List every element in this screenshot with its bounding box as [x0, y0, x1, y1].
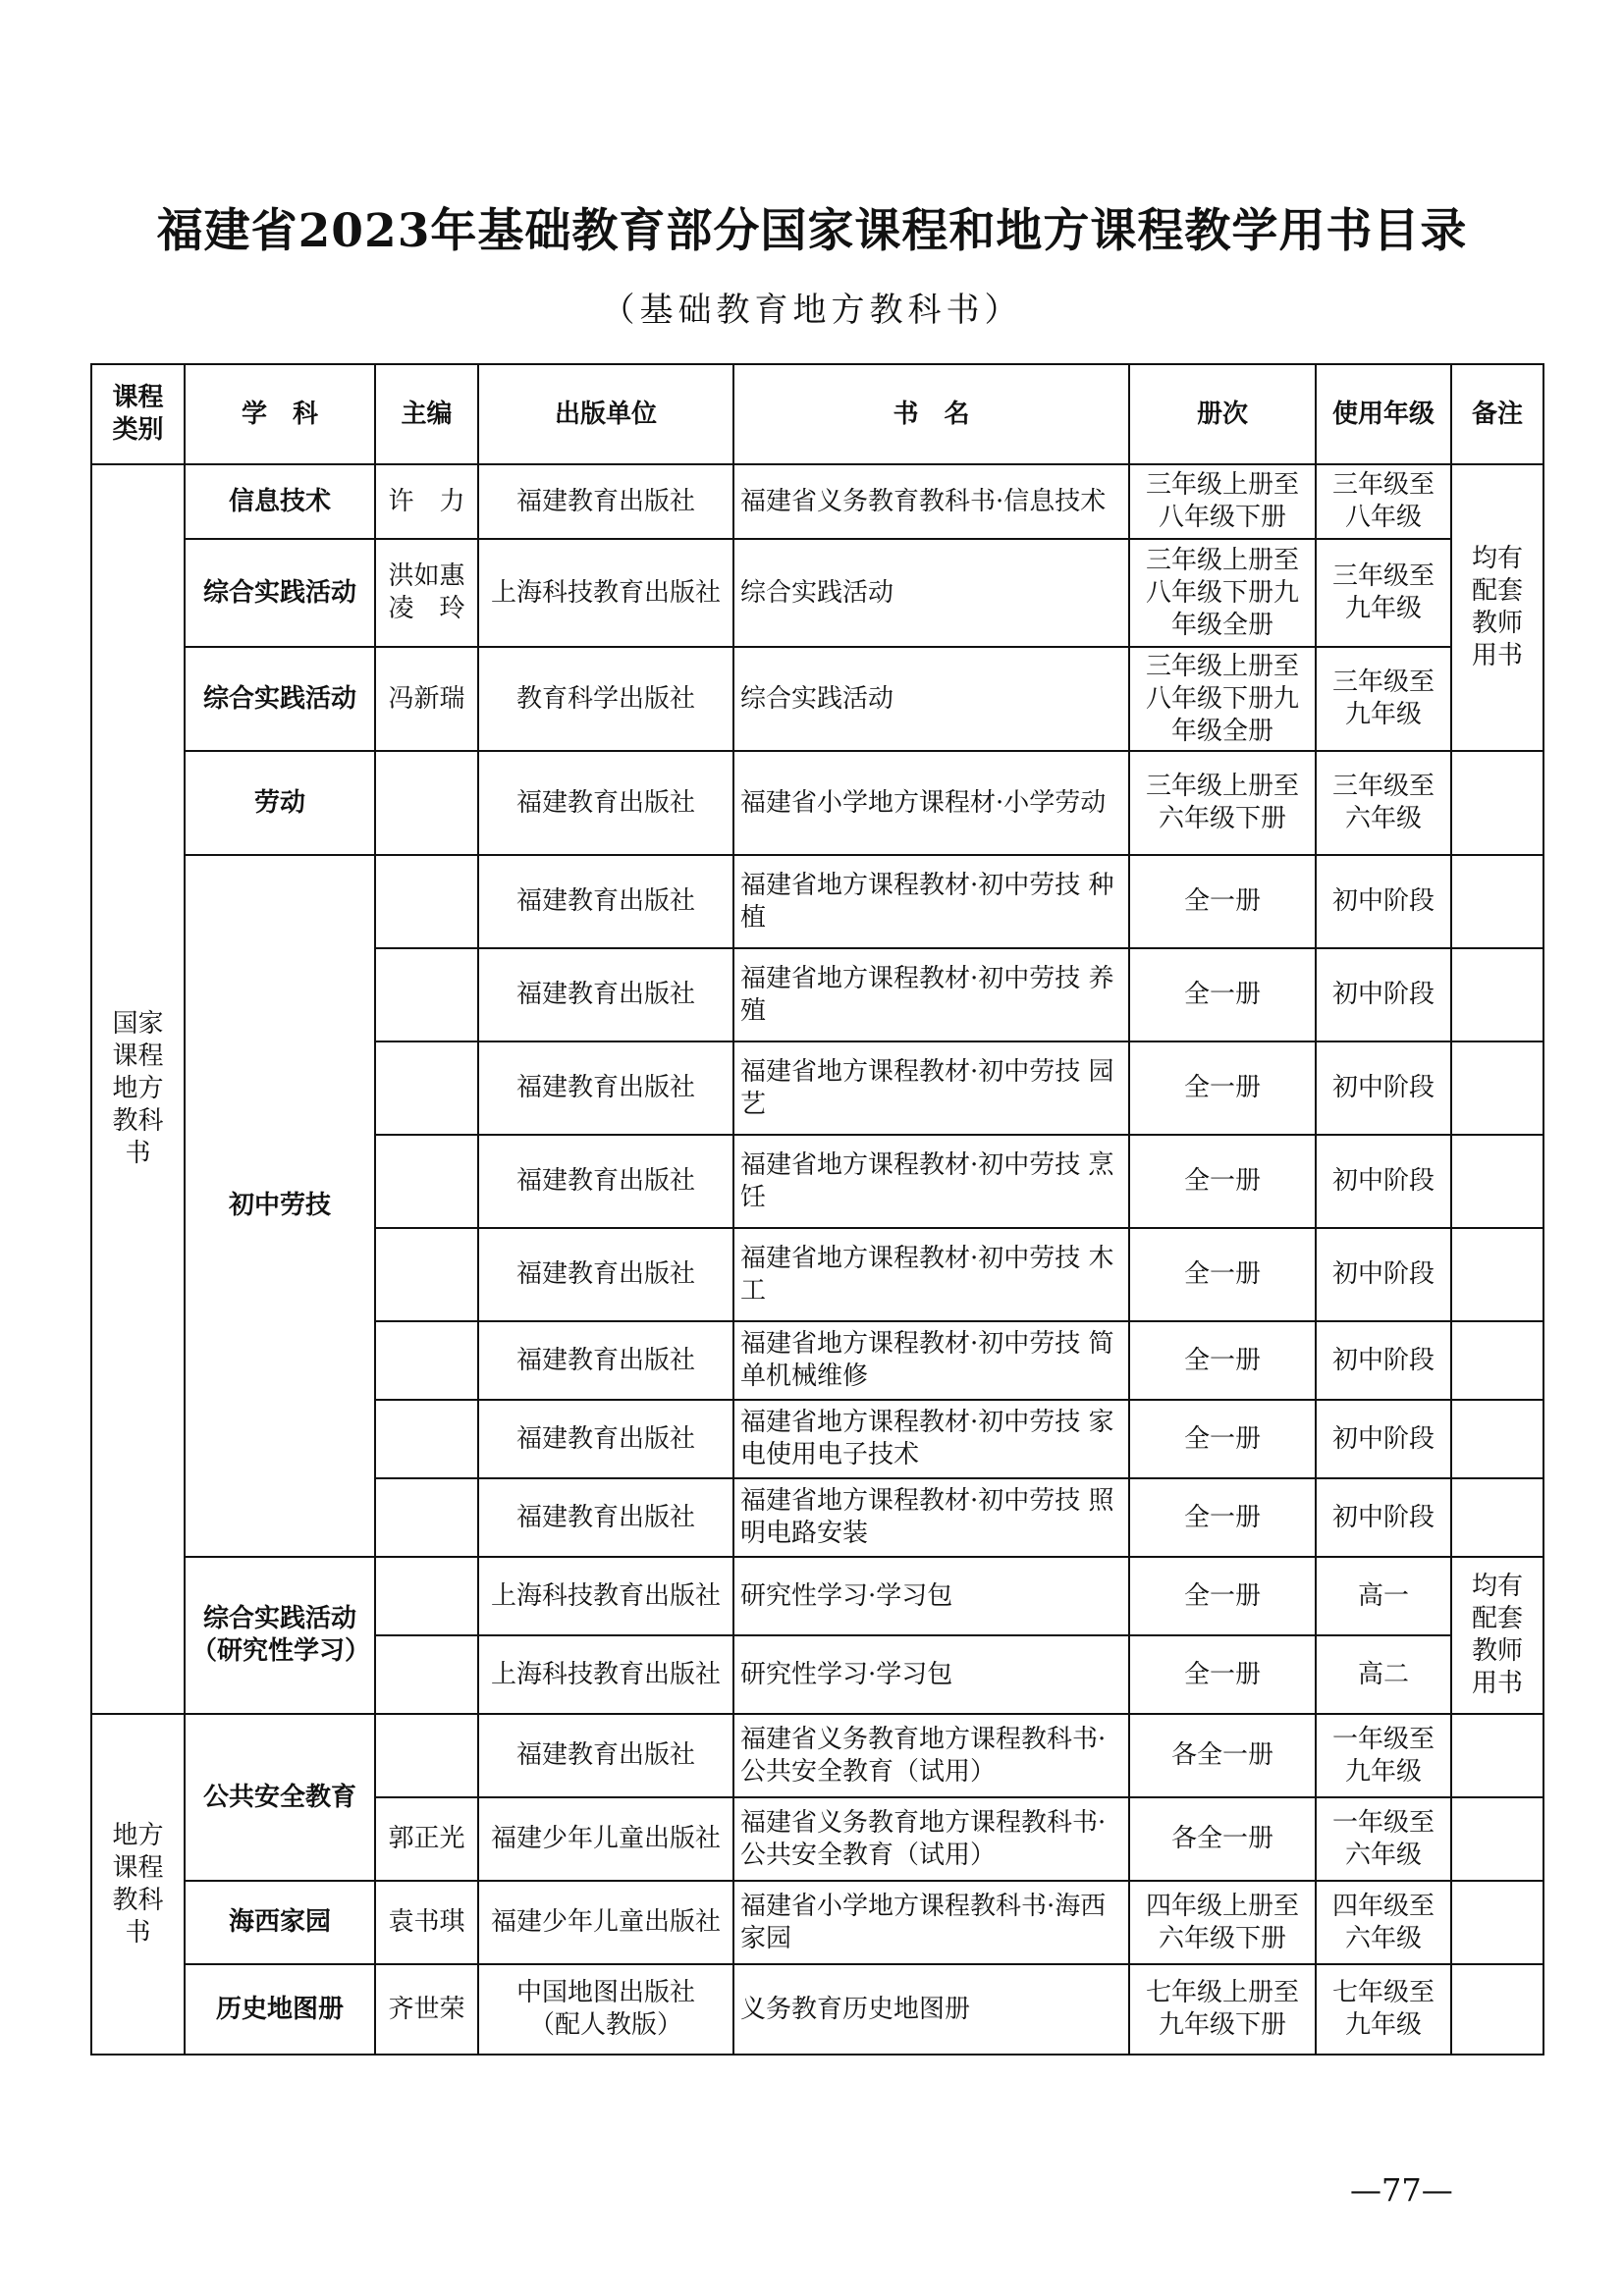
table-header-row: [91, 364, 1543, 464]
volume-cell: 全一册: [1129, 1557, 1316, 1635]
publisher-cell: 福建教育出版社: [478, 855, 733, 948]
editor-cell: [375, 1321, 478, 1400]
volume-cell: 全一册: [1129, 1135, 1316, 1228]
grade-cell: 四年级至六年级: [1316, 1881, 1451, 1964]
book-cell: 福建省地方课程教材·初中劳技 照明电路安装: [733, 1478, 1129, 1557]
book-cell: 义务教育历史地图册: [733, 1964, 1129, 2055]
publisher-cell: 福建教育出版社: [478, 1400, 733, 1478]
grade-cell: 高一: [1316, 1557, 1451, 1635]
volume-cell: 全一册: [1129, 1041, 1316, 1135]
publisher-cell: 福建教育出版社: [478, 1041, 733, 1135]
note-cell: [1451, 1881, 1543, 1964]
subject-cell: 公共安全教育: [185, 1714, 375, 1881]
editor-cell: 许 力: [375, 464, 478, 539]
note-cell: [1451, 1964, 1543, 2055]
book-cell: 福建省义务教育教科书·信息技术: [733, 464, 1129, 539]
note-cell: [1451, 1041, 1543, 1135]
header-editor: 主编: [375, 364, 478, 464]
subject-cell: 综合实践活动 （研究性学习）: [185, 1557, 375, 1714]
book-cell: 研究性学习·学习包: [733, 1635, 1129, 1714]
grade-cell: 初中阶段: [1316, 1400, 1451, 1478]
grade-cell: 初中阶段: [1316, 1041, 1451, 1135]
volume-cell: 三年级上册至六年级下册: [1129, 751, 1316, 855]
book-cell: 福建省义务教育地方课程教科书·公共安全教育（试用）: [733, 1714, 1129, 1797]
header-grade: 使用年级: [1316, 364, 1451, 464]
publisher-cell: 福建教育出版社: [478, 1321, 733, 1400]
editor-cell: [375, 1557, 478, 1635]
note-cell: [1451, 1797, 1543, 1881]
volume-cell: 全一册: [1129, 1635, 1316, 1714]
volume-cell: 各全一册: [1129, 1797, 1316, 1881]
book-cell: 福建省地方课程教材·初中劳技 简单机械维修: [733, 1321, 1129, 1400]
table-row: [91, 1714, 1543, 1797]
header-subject: 学 科: [185, 364, 375, 464]
editor-cell: 齐世荣: [375, 1964, 478, 2055]
grade-cell: 初中阶段: [1316, 1228, 1451, 1321]
volume-cell: 全一册: [1129, 1321, 1316, 1400]
volume-cell: 三年级上册至八年级下册: [1129, 464, 1316, 539]
editor-cell: [375, 751, 478, 855]
publisher-cell: 福建教育出版社: [478, 948, 733, 1041]
table-row: [91, 1964, 1543, 2055]
header-volume: 册次: [1129, 364, 1316, 464]
grade-cell: 一年级至九年级: [1316, 1714, 1451, 1797]
subject-cell: 信息技术: [185, 464, 375, 539]
note-cell: [1451, 948, 1543, 1041]
publisher-cell: 福建教育出版社: [478, 1135, 733, 1228]
subject-cell: 综合实践活动: [185, 539, 375, 647]
volume-cell: 全一册: [1129, 948, 1316, 1041]
header-category: 课程类别: [91, 364, 185, 464]
publisher-cell: 上海科技教育出版社: [478, 1557, 733, 1635]
category-local: 地方课程教科书: [91, 1714, 185, 2055]
grade-cell: 初中阶段: [1316, 1478, 1451, 1557]
editor-cell: [375, 1714, 478, 1797]
category-national: 国家课程地方教科书: [91, 464, 185, 1714]
header-publisher: 出版单位: [478, 364, 733, 464]
note-cell: [1451, 1714, 1543, 1797]
page-subtitle: （基础教育地方教科书）: [601, 291, 1023, 330]
note-teacher-books: 均有配套教师用书: [1451, 464, 1543, 751]
note-cell: [1451, 1228, 1543, 1321]
textbook-catalog-table: [90, 363, 1544, 2056]
publisher-cell: 福建教育出版社: [478, 751, 733, 855]
book-cell: 福建省义务教育地方课程教科书·公共安全教育（试用）: [733, 1797, 1129, 1881]
page-number: —77—: [1350, 2171, 1453, 2209]
subject-cell: 综合实践活动: [185, 647, 375, 751]
volume-cell: 四年级上册至六年级下册: [1129, 1881, 1316, 1964]
table-row: [91, 855, 1543, 948]
publisher-cell: 中国地图出版社 （配人教版）: [478, 1964, 733, 2055]
grade-cell: 三年级至九年级: [1316, 539, 1451, 647]
book-cell: 研究性学习·学习包: [733, 1557, 1129, 1635]
editor-cell: 袁书琪: [375, 1881, 478, 1964]
publisher-cell: 福建教育出版社: [478, 1714, 733, 1797]
publisher-cell: 教育科学出版社: [478, 647, 733, 751]
grade-cell: 一年级至六年级: [1316, 1797, 1451, 1881]
volume-cell: 七年级上册至九年级下册: [1129, 1964, 1316, 2055]
header-note: 备注: [1451, 364, 1543, 464]
editor-cell: [375, 1400, 478, 1478]
publisher-cell: 福建少年儿童出版社: [478, 1797, 733, 1881]
grade-cell: 高二: [1316, 1635, 1451, 1714]
book-cell: 福建省小学地方课程材·小学劳动: [733, 751, 1129, 855]
note-cell: [1451, 855, 1543, 948]
editor-cell: 洪如惠 凌 玲: [375, 539, 478, 647]
page-title: 福建省2023年基础教育部分国家课程和地方课程教学用书目录: [156, 204, 1468, 258]
grade-cell: 初中阶段: [1316, 948, 1451, 1041]
table-row: [91, 647, 1543, 751]
note-cell: [1451, 1478, 1543, 1557]
volume-cell: 三年级上册至八年级下册九年级全册: [1129, 647, 1316, 751]
publisher-cell: 福建教育出版社: [478, 464, 733, 539]
editor-cell: [375, 1041, 478, 1135]
grade-cell: 三年级至八年级: [1316, 464, 1451, 539]
publisher-cell: 福建教育出版社: [478, 1478, 733, 1557]
book-cell: 综合实践活动: [733, 539, 1129, 647]
table-row: [91, 1881, 1543, 1964]
table-row: [91, 539, 1543, 647]
subject-cell: 初中劳技: [185, 855, 375, 1557]
book-cell: 福建省地方课程教材·初中劳技 家电使用电子技术: [733, 1400, 1129, 1478]
book-cell: 福建省地方课程教材·初中劳技 养殖: [733, 948, 1129, 1041]
publisher-cell: 上海科技教育出版社: [478, 1635, 733, 1714]
table-row: [91, 751, 1543, 855]
editor-cell: [375, 1635, 478, 1714]
table-row: [91, 1557, 1543, 1635]
grade-cell: 初中阶段: [1316, 1135, 1451, 1228]
grade-cell: 七年级至九年级: [1316, 1964, 1451, 2055]
note-teacher-books: 均有配套教师用书: [1451, 1557, 1543, 1714]
book-cell: 福建省地方课程教材·初中劳技 烹饪: [733, 1135, 1129, 1228]
grade-cell: 三年级至九年级: [1316, 647, 1451, 751]
editor-cell: 郭正光: [375, 1797, 478, 1881]
note-cell: [1451, 751, 1543, 855]
editor-cell: [375, 1228, 478, 1321]
editor-cell: [375, 1478, 478, 1557]
table-row: [91, 464, 1543, 539]
book-cell: 福建省地方课程教材·初中劳技 园艺: [733, 1041, 1129, 1135]
publisher-cell: 上海科技教育出版社: [478, 539, 733, 647]
publisher-cell: 福建少年儿童出版社: [478, 1881, 733, 1964]
subject-cell: 历史地图册: [185, 1964, 375, 2055]
book-cell: 福建省地方课程教材·初中劳技 种植: [733, 855, 1129, 948]
volume-cell: 全一册: [1129, 1400, 1316, 1478]
editor-cell: [375, 855, 478, 948]
note-cell: [1451, 1400, 1543, 1478]
editor-cell: [375, 948, 478, 1041]
grade-cell: 初中阶段: [1316, 855, 1451, 948]
subject-cell: 海西家园: [185, 1881, 375, 1964]
publisher-cell: 福建教育出版社: [478, 1228, 733, 1321]
volume-cell: 各全一册: [1129, 1714, 1316, 1797]
header-book: 书 名: [733, 364, 1129, 464]
book-cell: 综合实践活动: [733, 647, 1129, 751]
volume-cell: 全一册: [1129, 1228, 1316, 1321]
note-cell: [1451, 1135, 1543, 1228]
book-cell: 福建省小学地方课程教科书·海西家园: [733, 1881, 1129, 1964]
volume-cell: 三年级上册至八年级下册九年级全册: [1129, 539, 1316, 647]
grade-cell: 初中阶段: [1316, 1321, 1451, 1400]
book-cell: 福建省地方课程教材·初中劳技 木工: [733, 1228, 1129, 1321]
editor-cell: [375, 1135, 478, 1228]
grade-cell: 三年级至六年级: [1316, 751, 1451, 855]
note-cell: [1451, 1321, 1543, 1400]
editor-cell: 冯新瑞: [375, 647, 478, 751]
subject-cell: 劳动: [185, 751, 375, 855]
volume-cell: 全一册: [1129, 855, 1316, 948]
volume-cell: 全一册: [1129, 1478, 1316, 1557]
